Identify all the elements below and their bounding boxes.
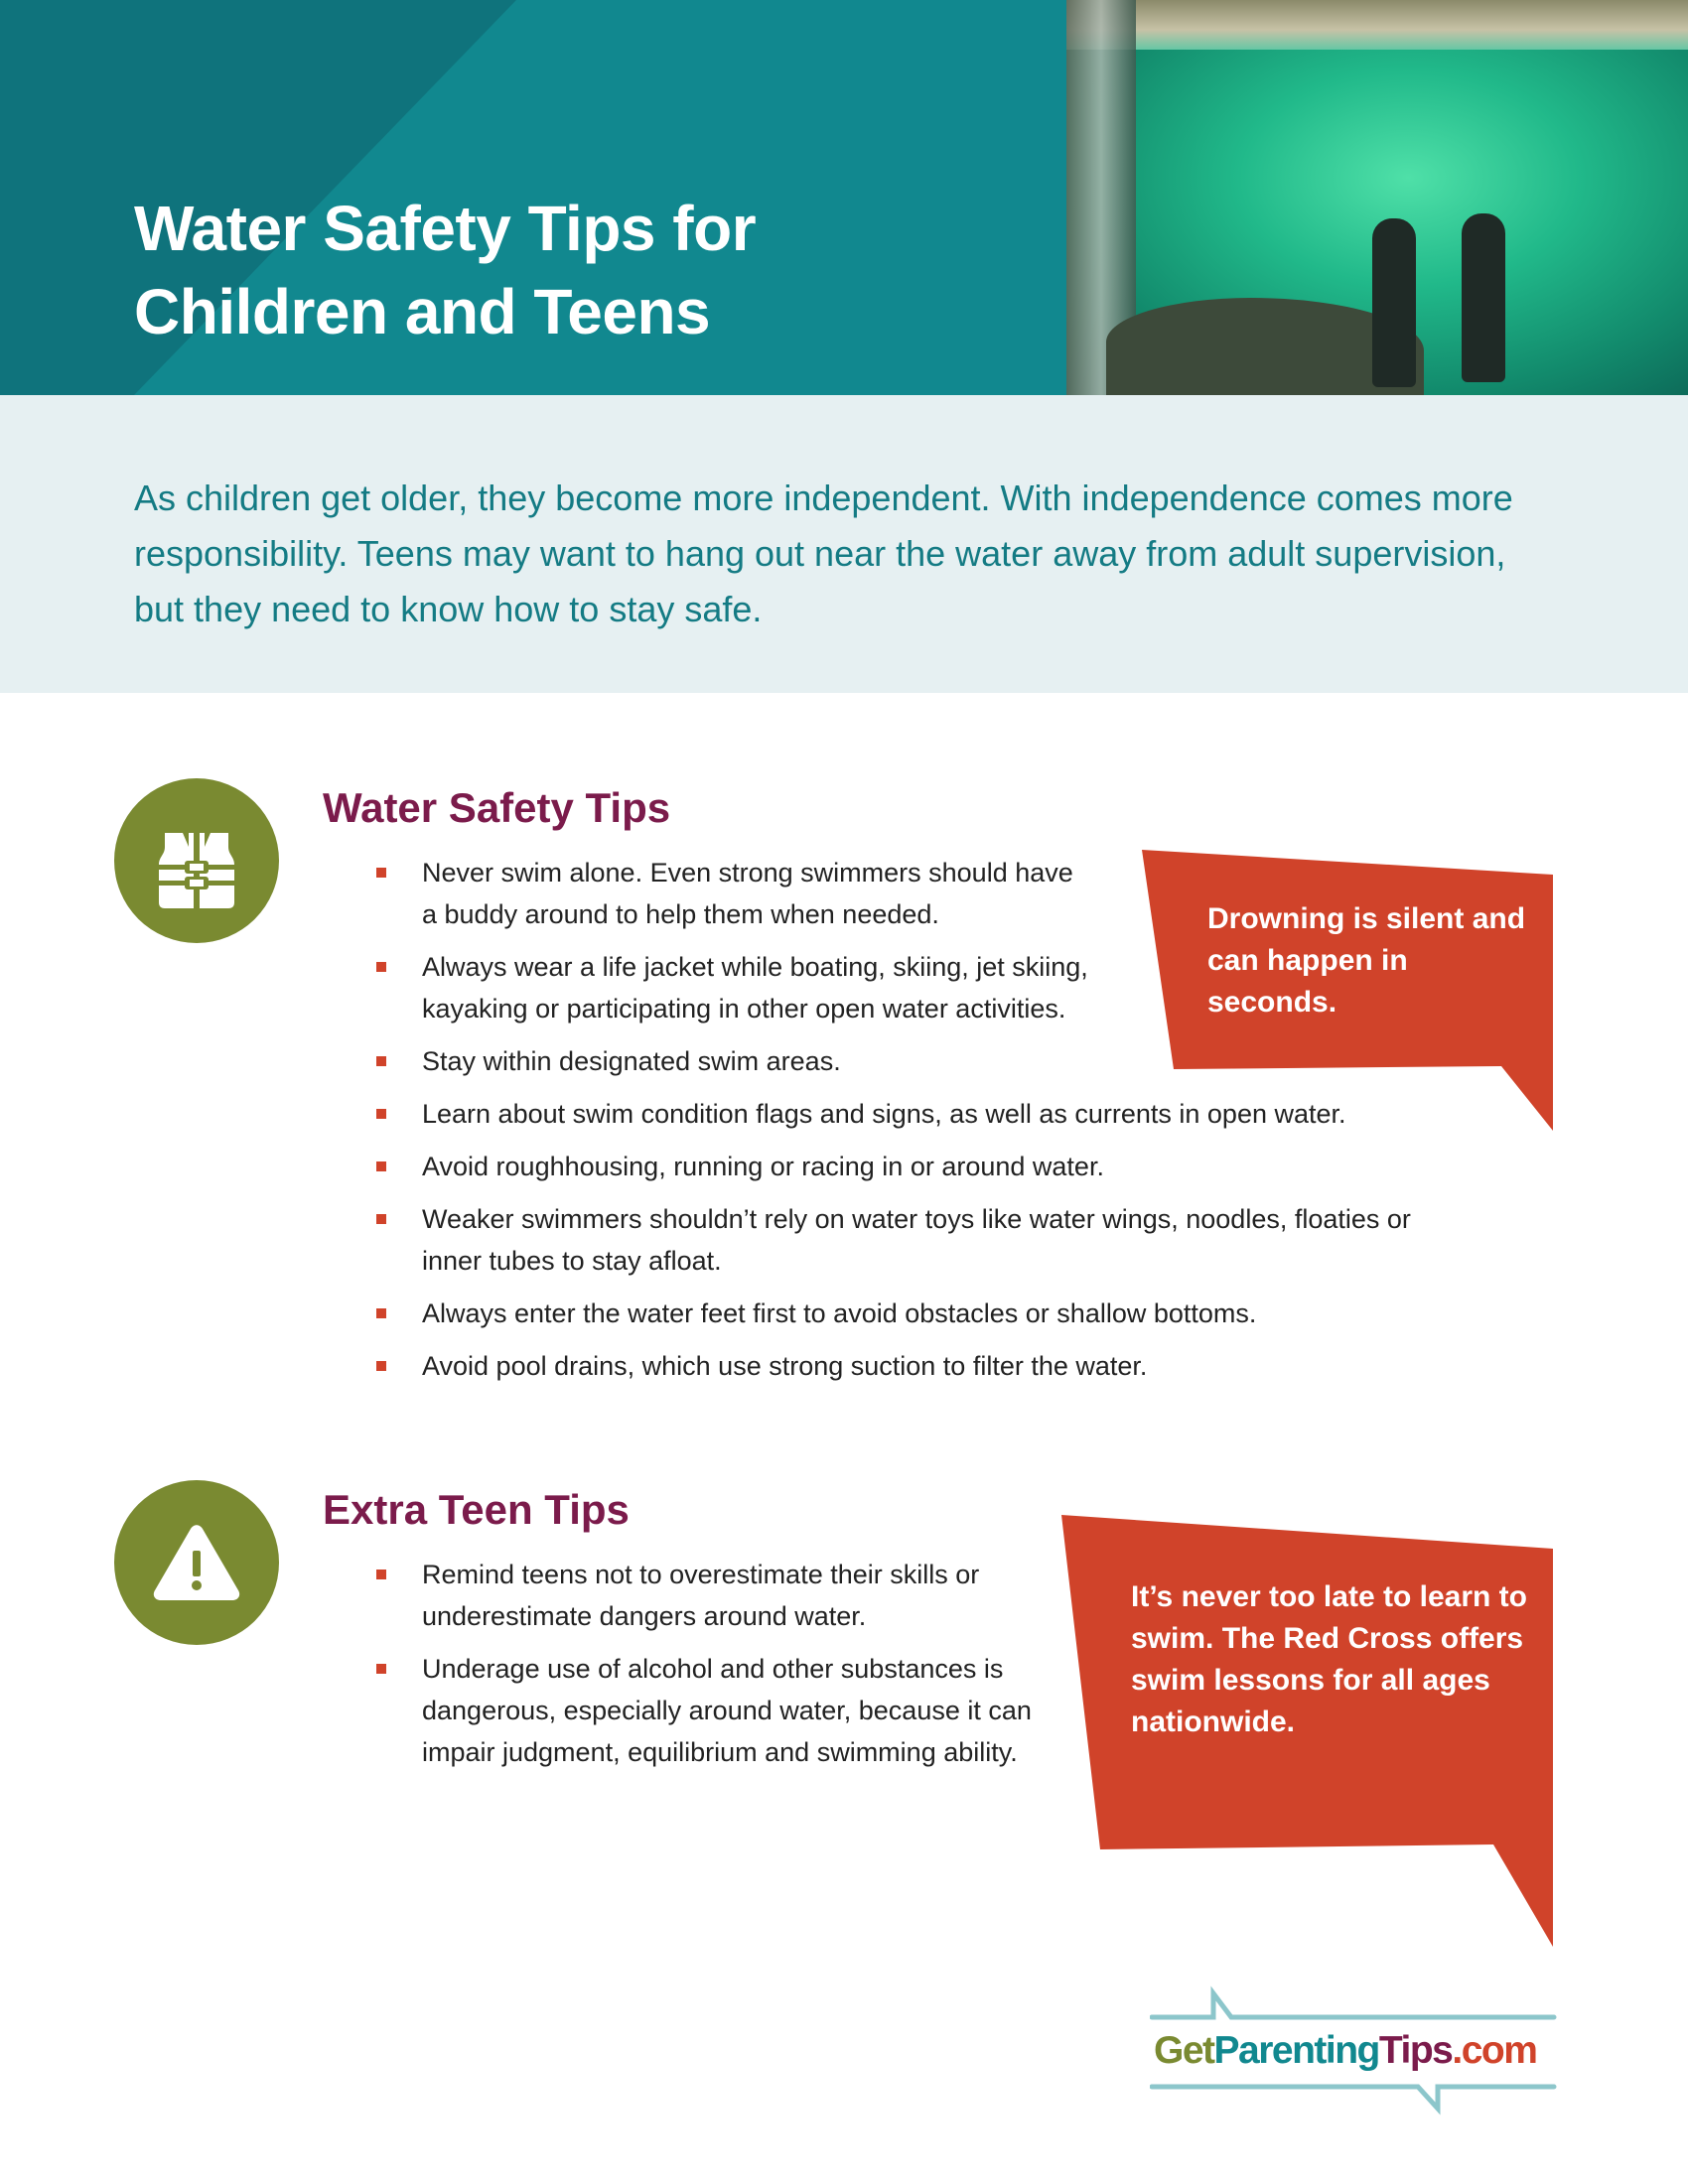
list-item: Avoid roughhousing, running or racing in or around water. <box>376 1146 1558 1187</box>
section-heading-teen-tips: Extra Teen Tips <box>323 1486 630 1533</box>
list-item: Remind teens not to overestimate their skills or underestimate dangers around water. <box>376 1554 1052 1637</box>
logo-com: .com <box>1452 2029 1537 2072</box>
section-heading-water-safety: Water Safety Tips <box>323 784 671 831</box>
intro-text: As children get older, they become more independent. With independence comes more responsibility. Teens may want to hang out near the water away from adult supervision, but they need to know how to stay safe. <box>134 478 1513 629</box>
life-jacket-icon <box>114 778 279 943</box>
list-item: Always wear a life jacket while boating, skiing, jet skiing, kayaking or participating in other open water activities. <box>376 946 1091 1029</box>
header-photo <box>1066 0 1688 395</box>
title-line-1: Water Safety Tips for <box>134 193 757 264</box>
logo-parenting: Parenting <box>1213 2029 1379 2072</box>
photo-person <box>1372 218 1416 387</box>
callout-learn-to-swim-text: It’s never too late to learn to swim. The Red Cross offers swim lessons for all ages nationwide. <box>1131 1580 1527 1738</box>
logo-tips: Tips <box>1378 2029 1453 2072</box>
list-item: Weaker swimmers shouldn’t rely on water toys like water wings, noodles, floaties or inner tubes to stay afloat. <box>376 1198 1419 1282</box>
warning-icon <box>114 1480 279 1645</box>
list-item: Avoid pool drains, which use strong suction to filter the water. <box>376 1345 1558 1387</box>
photo-person <box>1462 213 1505 382</box>
page-title <box>134 187 756 353</box>
title-line-2: Children and Teens <box>134 276 711 347</box>
list-item: Stay within designated swim areas. <box>376 1040 1558 1082</box>
photo-shore <box>1066 0 1688 50</box>
header-banner <box>0 0 1688 395</box>
getparentingtips-logo[interactable] <box>1150 1985 1557 2124</box>
list-item: Always enter the water feet first to avoid obstacles or shallow bottoms. <box>376 1293 1558 1334</box>
logo-get: Get <box>1154 2029 1214 2072</box>
list-item: Underage use of alcohol and other substances is dangerous, especially around water, because it can impair judgment, equilibrium and swimming ability. <box>376 1648 1052 1773</box>
callout-drowning-text: Drowning is silent and can happen in seconds. <box>1207 902 1526 1019</box>
teen-tips-list <box>376 1554 1052 1784</box>
list-item: Learn about swim condition flags and signs, as well as currents in open water. <box>376 1093 1558 1135</box>
logo-text <box>1154 2029 1536 2073</box>
list-item: Never swim alone. Even strong swimmers should have a buddy around to help them when needed. <box>376 852 1091 935</box>
